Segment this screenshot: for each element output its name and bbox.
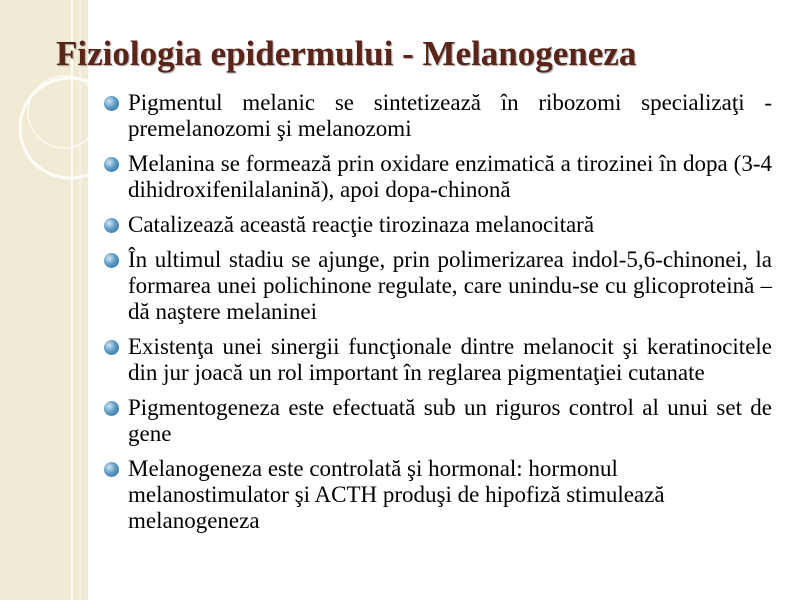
bullet-text: Existenţa unei sinergii funcţionale dintre melanocit şi keratinocitele din jur joacă un rol important în reglarea pigmentaţiei cutanate: [128, 334, 772, 385]
bullet-dot-icon: [104, 401, 119, 416]
bullet-dot-icon: [104, 157, 119, 172]
bullet-text: În ultimul stadiu se ajunge, prin polimerizarea indol-5,6-chinonei, la formarea unei polichinone regulate, care unindu-se cu glicoproteină – dă naştere melaninei: [128, 247, 772, 324]
bullet-list: [104, 90, 772, 534]
decorative-arcs: [0, 0, 120, 600]
bullet-item: [104, 456, 772, 534]
bullet-item: [104, 212, 772, 238]
bullet-dot-icon: [104, 462, 119, 477]
bullet-text: Pigmentogeneza este efectuată sub un riguros control al unui set de gene: [128, 395, 772, 446]
bullet-text: Melanogeneza este controlată şi hormonal: hormonul melanostimulator şi ACTH produşi de hipofiză stimulează melanogeneza: [128, 456, 665, 533]
bullet-dot-icon: [104, 218, 119, 233]
bullet-dot-icon: [104, 253, 119, 268]
bullet-text: Pigmentul melanic se sintetizează în ribozomi specializaţi - premelanozomi şi melanozomi: [128, 90, 772, 141]
slide-title: Fiziologia epidermului - Melanogeneza: [56, 34, 637, 73]
bullet-item: [104, 395, 772, 447]
bullet-item: [104, 334, 772, 386]
bullet-item: [104, 151, 772, 203]
bullet-dot-icon: [104, 96, 119, 111]
bullet-text: Melanina se formează prin oxidare enzimatică a tirozinei în dopa (3-4 dihidroxifenilalanină), apoi dopa-chinonă: [128, 151, 772, 202]
bullet-text: Catalizează această reacţie tirozinaza melanocitară: [128, 212, 595, 237]
bullet-item: [104, 247, 772, 325]
bullet-dot-icon: [104, 340, 119, 355]
bullet-item: [104, 90, 772, 142]
